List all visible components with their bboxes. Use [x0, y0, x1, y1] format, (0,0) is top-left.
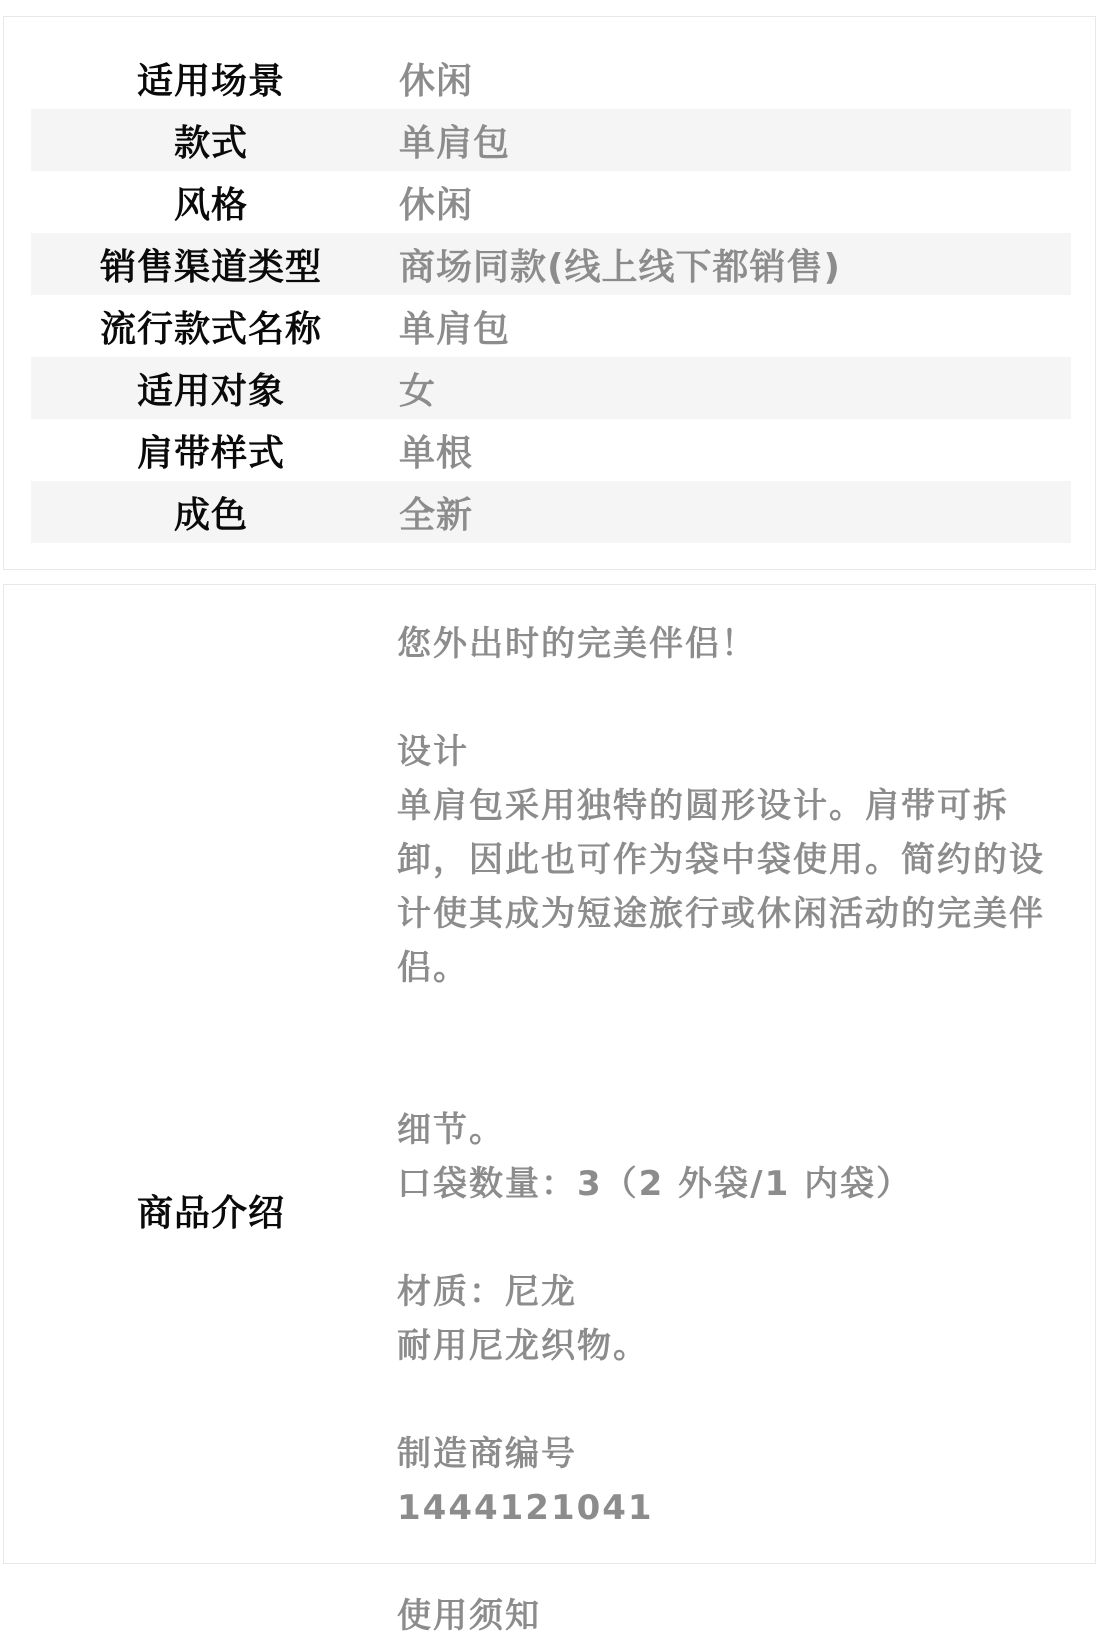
- cut-off-heading: 使用须知: [397, 1596, 541, 1636]
- pocket-count: 口袋数量：3（2 外袋/1 内袋）: [397, 1164, 913, 1204]
- spec-label: 成色: [173, 494, 248, 536]
- spec-value: 女: [399, 370, 437, 412]
- spec-value: 单肩包: [399, 308, 511, 350]
- spec-row-fashion: [31, 171, 1071, 233]
- material-description: 耐用尼龙织物。: [397, 1326, 649, 1366]
- product-intro-card: [3, 584, 1096, 1636]
- manufacturer-heading: 制造商编号: [397, 1434, 577, 1474]
- spec-card: [3, 16, 1096, 570]
- spec-row-style: [31, 109, 1071, 171]
- spec-value: 单根: [399, 432, 474, 474]
- spec-label: 风格: [173, 184, 248, 226]
- spec-row-condition: [31, 481, 1071, 543]
- intro-label: 商品介绍: [136, 1193, 285, 1234]
- spec-table: [31, 47, 1071, 543]
- spec-label: 适用对象: [136, 370, 285, 412]
- design-heading: 设计: [397, 732, 469, 772]
- spec-value: 休闲: [399, 60, 474, 102]
- spec-value: 单肩包: [399, 122, 511, 164]
- spec-row-popular-style: [31, 295, 1071, 357]
- spec-row-strap: [31, 419, 1071, 481]
- spec-value: 商场同款(线上线下都销售): [399, 246, 841, 288]
- spec-row-scene: [31, 47, 1071, 109]
- spec-value: 全新: [399, 494, 474, 536]
- spec-value: 休闲: [399, 184, 474, 226]
- intro-text: [397, 617, 1077, 1643]
- spec-label: 适用场景: [136, 60, 285, 102]
- intro-tagline: 您外出时的完美伴侣！: [397, 624, 757, 664]
- spec-label: 肩带样式: [136, 432, 285, 474]
- spec-row-audience: [31, 357, 1071, 419]
- spec-label: 流行款式名称: [99, 308, 322, 350]
- material: 材质：尼龙: [397, 1272, 577, 1312]
- details-heading: 细节。: [397, 1110, 505, 1150]
- spec-row-channel: [31, 233, 1071, 295]
- spec-label: 销售渠道类型: [99, 246, 322, 288]
- design-body: 单肩包采用独特的圆形设计。肩带可拆卸，因此也可作为袋中袋使用。简约的设计使其成为短途旅行或休闲活动的完美伴侣。: [397, 786, 1045, 988]
- spec-label: 款式: [173, 122, 248, 164]
- manufacturer-number: 1444121041: [397, 1488, 654, 1528]
